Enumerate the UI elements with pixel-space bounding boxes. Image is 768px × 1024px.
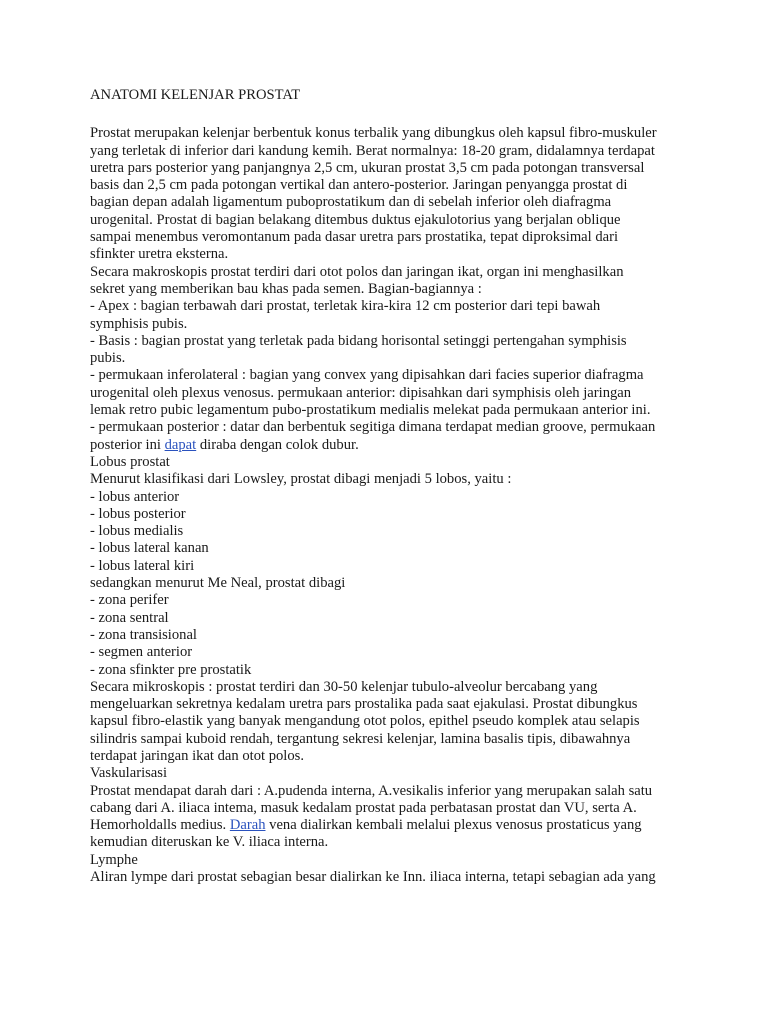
text-line: - lobus lateral kanan [90, 540, 209, 557]
text-line: basis dan 2,5 cm pada potongan vertikal dan antero-posterior. Jaringan penyangga prostat di [90, 177, 628, 194]
line-text-after: diraba dengan colok dubur. [196, 436, 359, 453]
text-line: silindris sampai kuboid rendah, tergantung sekresi kelenjar, lamina basalis tipis, dibawahnya [90, 730, 631, 747]
text-line: cabang dari A. iliaca intema, masuk kedalam prostat pada perbatasan prostat dan VU, serta A. [90, 799, 637, 816]
text-line: Lobus prostat [90, 453, 170, 470]
inline-link[interactable]: dapat [164, 436, 197, 453]
text-line: sedangkan menurut Me Neal, prostat dibagi [90, 575, 346, 592]
paragraph-spacer [90, 104, 690, 125]
document-title: ANATOMI KELENJAR PROSTAT [90, 87, 301, 103]
text-line [90, 817, 690, 834]
text-line: Secara makroskopis prostat terdiri dari otot polos dan jaringan ikat, organ ini menghasilkan [90, 263, 624, 280]
text-line: Vaskularisasi [90, 765, 168, 782]
text-line: Aliran lympe dari prostat sebagian besar dialirkan ke Inn. iliaca interna, tetapi sebagian ada yang [90, 869, 656, 886]
text-line: bagian depan adalah ligamentum puboprostatikum dan di sebelah inferior oleh diafragma [90, 194, 612, 211]
text-line: terdapat jaringan ikat dan otot polos. [90, 747, 304, 764]
text-line: sekret yang memberikan bau khas pada semen. Bagian-bagiannya : [90, 280, 482, 297]
text-line: Secara mikroskopis : prostat terdiri dan 30-50 kelenjar tubulo-alveolur bercabang yang [90, 678, 598, 695]
text-line: sfinkter uretra eksterna. [90, 246, 229, 263]
text-line: - segmen anterior [90, 644, 193, 661]
text-line: urogenital oleh plexus venosus. permukaan anterior: dipisahkan dari symphisis oleh jaringan [90, 384, 632, 401]
text-line: - zona transisional [90, 626, 197, 643]
text-line: - zona sfinkter pre prostatik [90, 661, 252, 678]
text-line: - zona perifer [90, 592, 169, 609]
text-line: Lymphe [90, 851, 138, 868]
text-line: yang terletak di inferior dari kandung kemih. Berat normalnya: 18-20 gram, didalamnya terdapat [90, 142, 655, 159]
text-line: - lobus anterior [90, 488, 180, 505]
text-line: Menurut klasifikasi dari Lowsley, prostat dibagi menjadi 5 lobos, yaitu : [90, 471, 512, 488]
text-line: symphisis pubis. [90, 315, 188, 332]
line-text-after: vena dialirkan kembali melalui plexus venosus prostaticus yang [265, 817, 642, 834]
text-line: - lobus medialis [90, 523, 184, 540]
text-line: - permukaan inferolateral : bagian yang convex yang dipisahkan dari facies superior diafragma [90, 367, 644, 384]
text-line: pubis. [90, 350, 126, 367]
text-line: - zona sentral [90, 609, 169, 626]
text-line: Prostat mendapat darah dari : A.pudenda interna, A.vesikalis inferior yang merupakan salah satu [90, 782, 653, 799]
text-line: - lobus posterior [90, 505, 186, 522]
text-line: - Apex : bagian terbawah dari prostat, terletak kira-kira 12 cm posterior dari tepi bawah [90, 298, 601, 315]
text-line: - lobus lateral kiri [90, 557, 195, 574]
text-line: mengeluarkan sekretnya kedalam uretra pars prostalika pada saat ejakulasi. Prostat dibungkus [90, 696, 638, 713]
text-line: - permukaan posterior : datar dan berbentuk segitiga dimana terdapat median groove, permukaan [90, 419, 656, 436]
text-line: uretra pars posterior yang panjangnya 2,5 cm, ukuran prostat 3,5 cm pada potongan transversal [90, 159, 645, 176]
text-line: Prostat merupakan kelenjar berbentuk konus terbalik yang dibungkus oleh kapsul fibro-muskuler [90, 125, 657, 142]
text-line: lemak retro pubic legamentum pubo-prostatikum medialis melekat pada permukaan anterior ini. [90, 402, 651, 419]
line-text-before: posterior ini [90, 436, 165, 453]
text-line: urogenital. Prostat di bagian belakang ditembus duktus ejakulotorius yang berjalan oblique [90, 211, 621, 228]
text-line: kapsul fibro-elastik yang banyak mengandung otot polos, epithel pseudo komplek atau selapis [90, 713, 640, 730]
document-body [90, 125, 690, 886]
text-line: - Basis : bagian prostat yang terletak pada bidang horisontal setinggi pertengahan symphisis [90, 332, 627, 349]
text-line: sampai menembus veromontanum pada dasar uretra pars prostatika, tepat diproksimal dari [90, 229, 619, 246]
text-line: kemudian diteruskan ke V. iliaca interna. [90, 834, 329, 851]
document-page [90, 87, 690, 886]
inline-link[interactable]: Darah [229, 817, 266, 834]
line-text-before: Hemorholdalls medius. [90, 817, 230, 834]
text-line [90, 437, 690, 454]
